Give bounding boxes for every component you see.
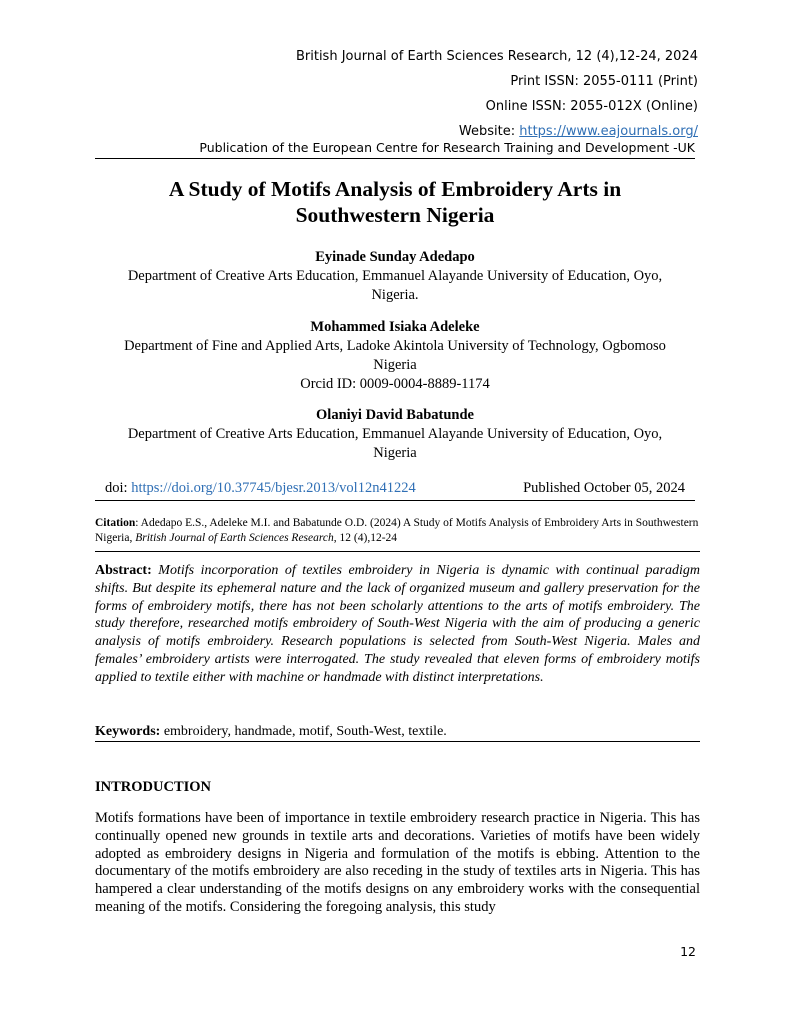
journal-citation-line: British Journal of Earth Sciences Research, 12 (4),12-24, 2024 [295, 49, 698, 64]
doi-divider [95, 500, 695, 501]
title-line-2: Southwestern Nigeria [295, 203, 495, 227]
paper-title [95, 176, 695, 228]
doi-link[interactable]: https://doi.org/10.37745/bjesr.2013/vol12n41224 [131, 480, 416, 496]
author-name: Mohammed Isiaka Adeleke [310, 319, 480, 335]
author-affiliation: Nigeria [373, 445, 417, 461]
abstract-text: Motifs incorporation of textiles embroidery in Nigeria is dynamic with continual paradigm shifts. But despite its ephemeral nature and the lack of organized museum and gallery preservation for the forms of embroidery motifs, there has not been scholarly attentions to the arts of motifs embroidery. The study therefore, researched motifs embroidery of South-West Nigeria with the aim of producing a generic analysis of motifs embroidery. Research populations is selected from South-West Nigeria. Males and females’ embroidery artists were interrogated. The study revealed that eleven forms of embroidery motifs applied to textile either with machine or handmade with distinct interpretations. [95, 563, 701, 685]
author-block [90, 248, 700, 305]
citation-text: : Adedapo E.S., Adeleke M.I. and Babatunde O.D. (2024) A Study of Motifs Analysis of Embroidery Arts in Southwestern Nigeria, [95, 517, 699, 544]
citation-volume: , 12 (4),12-24 [333, 532, 398, 544]
keywords-label: Keywords: [95, 724, 161, 739]
abstract [95, 562, 700, 687]
author-name: Eyinade Sunday Adedapo [315, 249, 475, 265]
section-heading: INTRODUCTION [95, 779, 212, 795]
doi-line [105, 479, 685, 497]
introduction-text: Motifs formations have been of importance in textile embroidery research practice in Nigeria. This has continually opened new grounds in textile arts and decorations. Varieties of motifs have been widely adopted as embroidery designs in Nigeria and formulation of the motifs is ebbing. Attention to the documentary of the motifs embroidery are also receding in the study of textiles arts in Nigeria. This has hampered a clear understanding of the motifs designs on any embroidery works with the consequential meaning of the motifs. Considering the foregoing analysis, this study [95, 810, 700, 915]
keywords-text: embroidery, handmade, motif, South-West, textile. [160, 724, 447, 739]
keywords-divider [95, 741, 700, 742]
citation-label: Citation [95, 517, 136, 529]
journal-header [296, 44, 698, 144]
citation [95, 516, 700, 546]
citation-journal: British Journal of Earth Sciences Research [135, 532, 334, 544]
author-affiliation: Department of Creative Arts Education, Emmanuel Alayande University of Education, Oyo, [127, 426, 663, 442]
author-block [90, 406, 700, 463]
author-block [90, 318, 700, 394]
citation-divider [95, 551, 700, 552]
author-name: Olaniyi David Babatunde [316, 407, 474, 423]
author-orcid: Orcid ID: 0009-0004-8889-1174 [300, 376, 490, 392]
page-number: 12 [680, 944, 696, 959]
keywords [95, 723, 700, 741]
online-issn: Online ISSN: 2055-012X (Online) [485, 99, 698, 114]
author-affiliation: Department of Creative Arts Education, Emmanuel Alayande University of Education, Oyo, [127, 268, 663, 284]
publisher-line: Publication of the European Centre for Research Training and Development -UK [199, 140, 695, 155]
website-link[interactable]: https://www.eajournals.org/ [519, 124, 698, 139]
abstract-label: Abstract: [95, 563, 152, 578]
header-divider [95, 158, 695, 159]
author-affiliation: Department of Fine and Applied Arts, Ladoke Akintola University of Technology, Ogbomoso [124, 338, 666, 354]
title-line-1: A Study of Motifs Analysis of Embroidery Arts in [168, 177, 622, 201]
print-issn: Print ISSN: 2055-0111 (Print) [510, 74, 698, 89]
author-affiliation: Nigeria. [371, 287, 419, 303]
website-label: Website: [458, 124, 520, 139]
doi-label: doi: [105, 480, 132, 496]
author-affiliation: Nigeria [373, 357, 417, 373]
published-date: Published October 05, 2024 [523, 480, 685, 496]
